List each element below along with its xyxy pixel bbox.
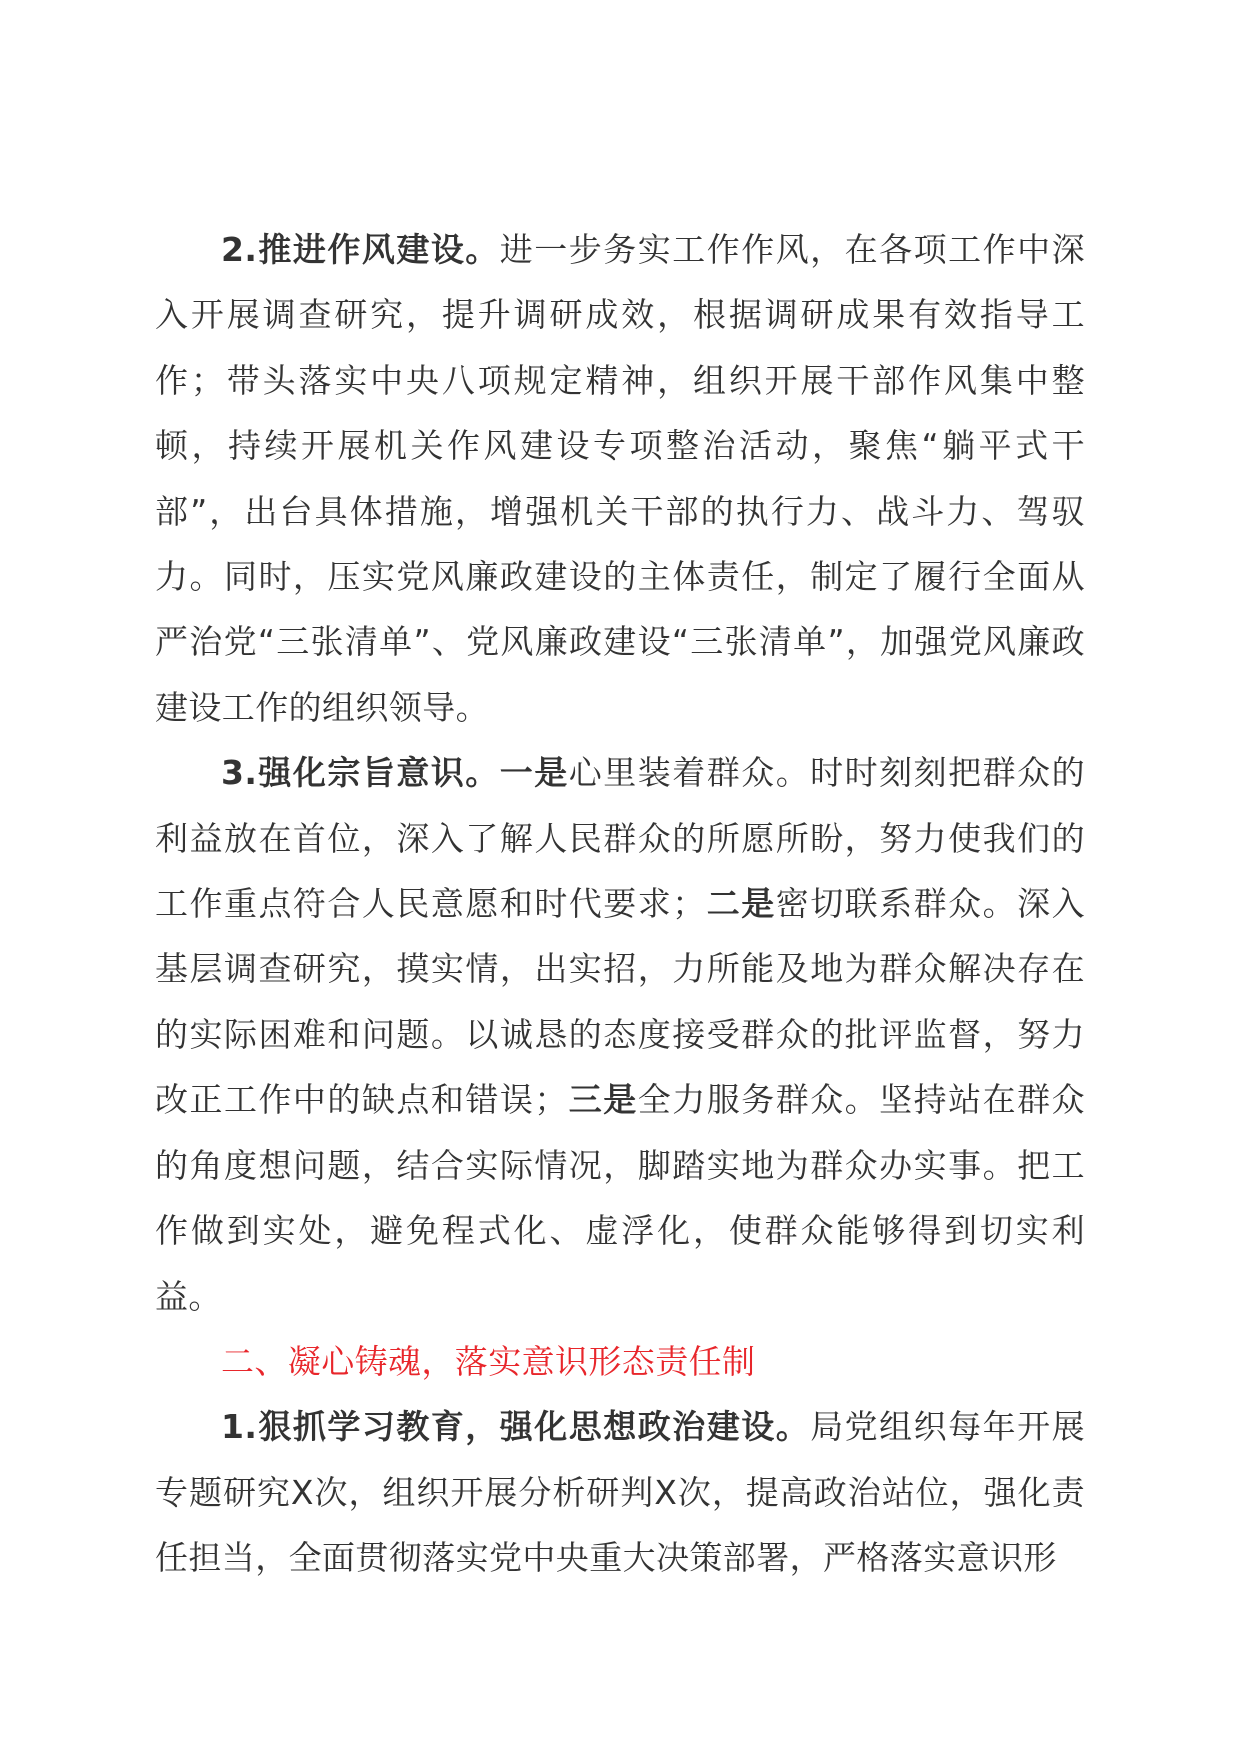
paragraph-lead: 3.强化宗旨意识。	[221, 753, 500, 793]
section-heading: 二、凝心铸魂，落实意识形态责任制	[221, 1341, 756, 1381]
paragraph-body: 心里装着群众。时时刻刻把群众的利益放在首位，深入了解人民群众的所愿所盼，努力使我们的工作重点符合人民意愿和时代要求；	[155, 753, 1085, 924]
emphasis-marker: 一是	[499, 753, 569, 793]
document-page	[155, 217, 1085, 1591]
paragraph-body: 密切联系群众。深入基层调查研究，摸实情，出实招，力所能及地为群众解决存在的实际困难和问题。以诚恳的态度接受群众的批评监督，努力改正工作中的缺点和错误；	[155, 884, 1085, 1120]
paragraph-study-education	[155, 1394, 1085, 1590]
emphasis-marker: 二是	[705, 884, 776, 924]
paragraph-lead: 1.狠抓学习教育，强化思想政治建设。	[221, 1407, 811, 1447]
paragraph-purpose-awareness	[155, 740, 1085, 1329]
paragraph-body: 局党组织每年开展专题研究X次，组织开展分析研判X次，提高政治站位，强化责任担当，全面贯彻落实党中央重大决策部署，严格落实意识形	[155, 1407, 1085, 1578]
paragraph-body: 全力服务群众。坚持站在群众的角度想问题，结合实际情况，脚踏实地为群众办实事。把工作做到实处，避免程式化、虚浮化，使群众能够得到切实利益。	[155, 1080, 1085, 1316]
paragraph-style-building	[155, 217, 1085, 740]
paragraph-body: 进一步务实工作作风，在各项工作中深入开展调查研究，提升调研成效，根据调研成果有效指导工作；带头落实中央八项规定精神，组织开展干部作风集中整顿，持续开展机关作风建设专项整治活动，聚焦“躺平式干部”，出台具体措施，增强机关干部的执行力、战斗力、驾驭力。同时，压实党风廉政建设的主体责任，制定了履行全面从严治党“三张清单”、党风廉政建设“三张清单”，加强党风廉政建设工作的组织领导。	[155, 230, 1085, 727]
paragraph-lead: 2.推进作风建设。	[221, 230, 500, 269]
emphasis-marker: 三是	[567, 1080, 638, 1120]
